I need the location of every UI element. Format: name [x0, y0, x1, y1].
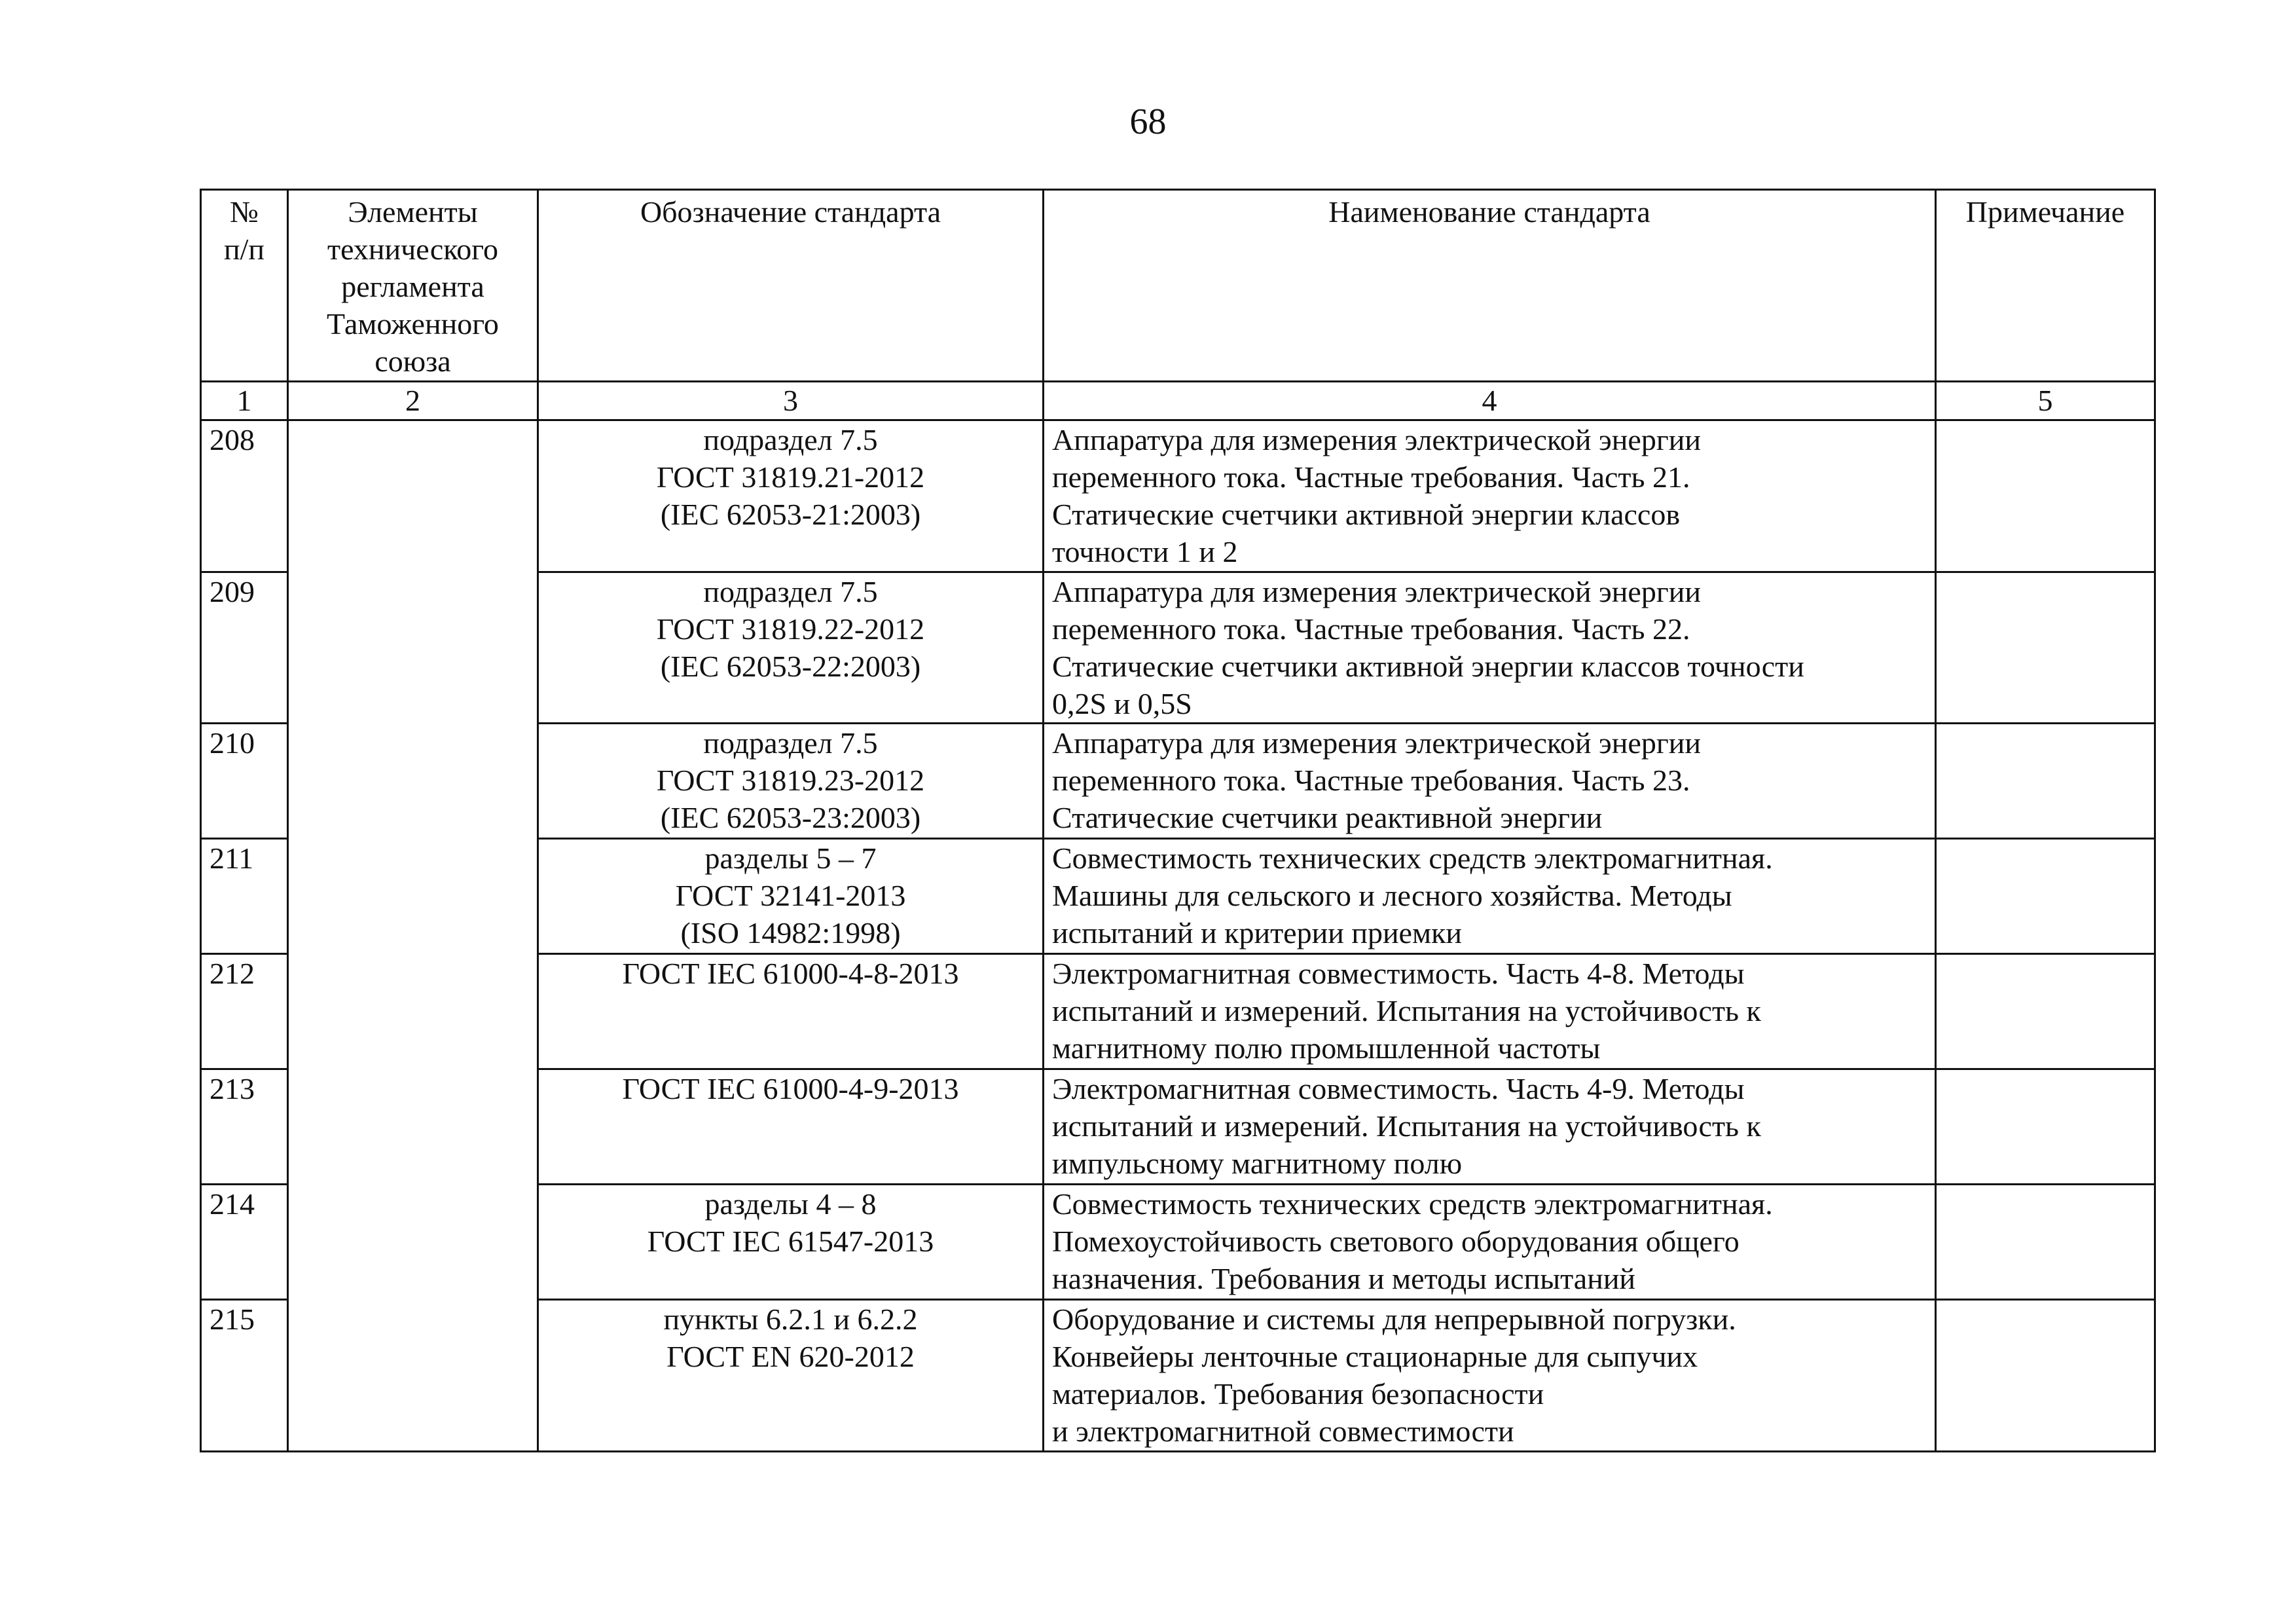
- name-line: назначения. Требования и методы испытаний: [1052, 1262, 1636, 1295]
- designation-cell: [538, 1069, 1044, 1185]
- header-note: Примечание: [1936, 190, 2155, 382]
- name-line: переменного тока. Частные требования. Часть 21.: [1052, 460, 1690, 494]
- designation-line: подраздел 7.5: [703, 726, 878, 760]
- header-number: № п/п: [201, 190, 288, 382]
- name-cell: [1044, 954, 1936, 1069]
- row-number: 212: [201, 954, 288, 1069]
- designation-cell: [538, 572, 1044, 724]
- name-cell: [1044, 572, 1936, 724]
- designation-cell: [538, 724, 1044, 839]
- name-cell: [1044, 420, 1936, 572]
- name-cell: [1044, 1300, 1936, 1452]
- note-cell: [1936, 572, 2155, 724]
- note-cell: [1936, 954, 2155, 1069]
- designation-line: ГОСТ EN 620-2012: [666, 1340, 915, 1373]
- designation-line: (IEC 62053-22:2003): [660, 650, 921, 683]
- name-line: импульсному магнитному полю: [1052, 1147, 1463, 1180]
- header-name: Наименование стандарта: [1044, 190, 1936, 382]
- name-line: Статические счетчики активной энергии классов: [1052, 498, 1681, 531]
- name-line: испытаний и измерений. Испытания на устойчивость к: [1052, 1109, 1761, 1143]
- row-number: 210: [201, 724, 288, 839]
- note-cell: [1936, 1300, 2155, 1452]
- row-number: 209: [201, 572, 288, 724]
- name-line: материалов. Требования безопасности: [1052, 1377, 1544, 1411]
- note-cell: [1936, 1069, 2155, 1185]
- designation-cell: [538, 1300, 1044, 1452]
- table-row: [201, 420, 2155, 572]
- note-cell: [1936, 724, 2155, 839]
- name-line: Электромагнитная совместимость. Часть 4-9. Методы: [1052, 1072, 1745, 1105]
- name-cell: [1044, 839, 1936, 954]
- name-cell: [1044, 1069, 1936, 1185]
- designation-cell: [538, 954, 1044, 1069]
- table-body: [201, 420, 2155, 1452]
- row-number: 214: [201, 1185, 288, 1300]
- name-cell: [1044, 1185, 1936, 1300]
- designation-line: (ISO 14982:1998): [680, 916, 901, 950]
- designation-cell: [538, 1185, 1044, 1300]
- designation-line: ГОСТ IEC 61547-2013: [647, 1225, 934, 1258]
- designation-cell: [538, 839, 1044, 954]
- designation-line: разделы 4 – 8: [704, 1187, 877, 1221]
- name-cell: [1044, 724, 1936, 839]
- header-designation: Обозначение стандарта: [538, 190, 1044, 382]
- name-line: переменного тока. Частные требования. Часть 23.: [1052, 764, 1690, 797]
- name-line: переменного тока. Частные требования. Часть 22.: [1052, 612, 1690, 646]
- name-line: точности 1 и 2: [1052, 535, 1238, 568]
- column-number: 3: [538, 382, 1044, 420]
- designation-line: ГОСТ 32141-2013: [675, 879, 906, 912]
- column-number-row: [201, 382, 2155, 420]
- name-line: 0,2S и 0,5S: [1052, 687, 1192, 720]
- note-cell: [1936, 420, 2155, 572]
- column-number: 2: [288, 382, 538, 420]
- header-elements: Элементы технического регламента Таможенного союза: [288, 190, 538, 382]
- page-number: 68: [1129, 101, 1167, 142]
- name-line: Статические счетчики активной энергии классов точности: [1052, 650, 1804, 683]
- name-line: и электромагнитной совместимости: [1052, 1414, 1514, 1448]
- designation-line: ГОСТ 31819.23-2012: [656, 764, 925, 797]
- designation-line: подраздел 7.5: [703, 423, 878, 456]
- designation-line: ГОСТ IEC 61000-4-9-2013: [622, 1072, 959, 1105]
- designation-line: пункты 6.2.1 и 6.2.2: [663, 1302, 918, 1336]
- name-line: Конвейеры ленточные стационарные для сыпучих: [1052, 1340, 1698, 1373]
- designation-line: (IEC 62053-23:2003): [660, 801, 921, 834]
- name-line: испытаний и измерений. Испытания на устойчивость к: [1052, 994, 1761, 1027]
- name-line: Аппаратура для измерения электрической энергии: [1052, 575, 1701, 608]
- column-number: 1: [201, 382, 288, 420]
- note-cell: [1936, 839, 2155, 954]
- designation-line: ГОСТ 31819.22-2012: [656, 612, 925, 646]
- column-number: 5: [1936, 382, 2155, 420]
- row-number: 213: [201, 1069, 288, 1185]
- designation-line: разделы 5 – 7: [704, 841, 877, 875]
- row-number: 211: [201, 839, 288, 954]
- designation-line: (IEC 62053-21:2003): [660, 498, 921, 531]
- note-cell: [1936, 1185, 2155, 1300]
- designation-line: ГОСТ IEC 61000-4-8-2013: [622, 957, 959, 990]
- name-line: Совместимость технических средств электромагнитная.: [1052, 1187, 1773, 1221]
- designation-line: подраздел 7.5: [703, 575, 878, 608]
- header-row: [201, 190, 2155, 382]
- column-number: 4: [1044, 382, 1936, 420]
- name-line: Совместимость технических средств электромагнитная.: [1052, 841, 1773, 875]
- name-line: Помехоустойчивость светового оборудования общего: [1052, 1225, 1740, 1258]
- name-line: Статические счетчики реактивной энергии: [1052, 801, 1603, 834]
- designation-line: ГОСТ 31819.21-2012: [656, 460, 925, 494]
- name-line: магнитному полю промышленной частоты: [1052, 1031, 1601, 1065]
- standards-table: [200, 189, 2156, 1452]
- name-line: Аппаратура для измерения электрической энергии: [1052, 726, 1701, 760]
- row-number: 215: [201, 1300, 288, 1452]
- name-line: Электромагнитная совместимость. Часть 4-8. Методы: [1052, 957, 1745, 990]
- name-line: Машины для сельского и лесного хозяйства. Методы: [1052, 879, 1732, 912]
- name-line: испытаний и критерии приемки: [1052, 916, 1463, 950]
- row-number: 208: [201, 420, 288, 572]
- elements-cell: [288, 420, 538, 1452]
- name-line: Аппаратура для измерения электрической энергии: [1052, 423, 1701, 456]
- designation-cell: [538, 420, 1044, 572]
- name-line: Оборудование и системы для непрерывной погрузки.: [1052, 1302, 1736, 1336]
